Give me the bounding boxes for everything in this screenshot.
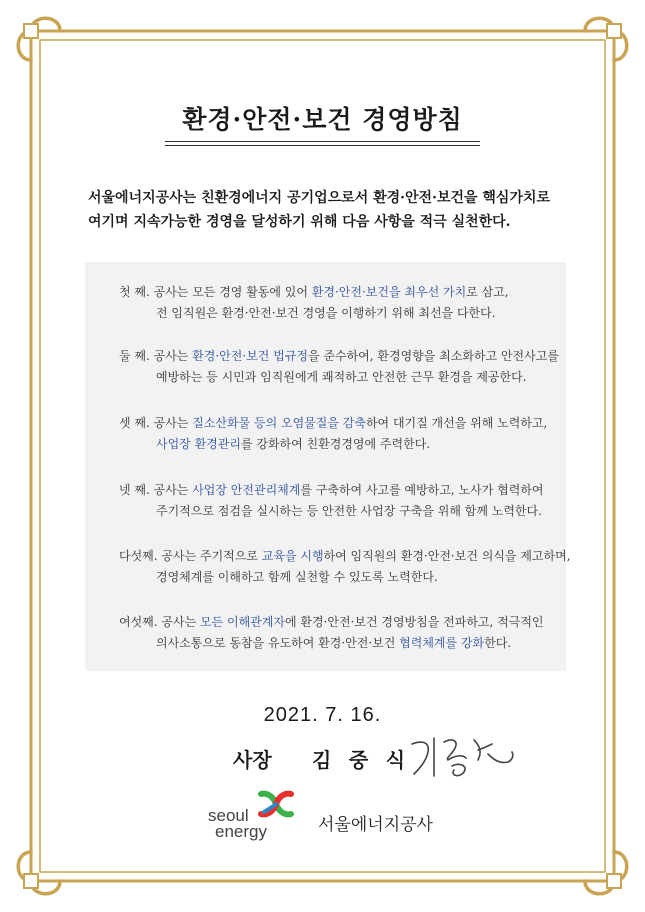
item-text: 첫 째. 공사는 모든 경영 활동에 있어	[119, 285, 312, 299]
item-highlight: 질소산화물 등의 오염물질을 감축	[192, 416, 366, 430]
item-highlight: 사업장 환경관리	[156, 437, 241, 451]
item-text: 넷 째. 공사는	[119, 483, 193, 497]
item-highlight: 교육을 시행	[261, 549, 324, 563]
policy-item-4	[119, 480, 559, 522]
policy-item-5	[119, 546, 571, 588]
policy-item-6	[119, 612, 559, 654]
ceo-name: 김 중 식	[312, 750, 412, 772]
intro-line: 서울에너지공사는 친환경에너지 공기업으로서 환경·안전·보건을 핵심가치로	[88, 190, 551, 206]
policy-item-1	[119, 282, 559, 324]
item-text: 전 임직원은 환경·안전·보건 경영을 이행하기 위해 최선을 다한다.	[156, 306, 496, 320]
item-text: 다섯째. 공사는 주기적으로	[119, 549, 262, 563]
item-text: 로 삼고,	[466, 285, 509, 299]
title-underline	[165, 145, 480, 146]
item-text: 셋 째. 공사는	[119, 416, 193, 430]
item-text: 경영체계를 이해하고 함께 실천할 수 있도록 노력한다.	[156, 570, 438, 584]
item-highlight: 환경·안전·보건 법규정	[192, 349, 308, 363]
item-highlight: 환경·안전·보건을 최우선 가치	[311, 285, 467, 299]
logo-text-seoul: seoul	[208, 806, 249, 825]
item-highlight: 사업장 안전관리체계	[192, 483, 301, 497]
policy-item-2	[119, 346, 559, 388]
intro-line: 여기며 지속가능한 경영을 달성하기 위해 다음 사항을 적극 실천한다.	[88, 214, 511, 230]
item-text: 주기적으로 점검을 실시하는 등 안전한 사업장 구축을 위해 함께 노력한다.	[156, 504, 542, 518]
item-text: 한다.	[484, 636, 512, 650]
item-text: 를 강화하여 친환경경영에 주력한다.	[240, 437, 431, 451]
intro-paragraph	[88, 186, 568, 234]
item-text: 예방하는 등 시민과 임직원에게 쾌적하고 안전한 근무 환경을 제공한다.	[156, 370, 527, 384]
page-title: 환경·안전·보건 경영방침	[182, 105, 463, 134]
item-text: 을 준수하여, 환경영향을 최소화하고 안전사고를	[308, 349, 559, 363]
item-highlight: 모든 이해관계자	[200, 615, 285, 629]
policy-item-3	[119, 413, 559, 455]
logo-text-energy: energy	[215, 822, 267, 841]
handwritten-signature	[408, 730, 518, 782]
ceo-title: 사장	[233, 750, 272, 772]
item-text: 하여 대기질 개선을 위해 노력하고,	[365, 416, 548, 430]
item-highlight: 협력체계를 강화	[399, 636, 485, 650]
item-text: 에 환경·안전·보건 경영방침을 전파하고, 적극적인	[284, 615, 544, 629]
item-text: 의사소통으로 동참을 유도하여 환경·안전·보건	[156, 636, 400, 650]
organization-name: 서울에너지공사	[318, 815, 433, 834]
item-text: 둘 째. 공사는	[119, 349, 193, 363]
title-underline	[165, 141, 480, 142]
item-text: 하여 임직원의 환경·안전·보건 의식을 제고하며,	[323, 549, 571, 563]
item-text: 여섯째. 공사는	[119, 615, 200, 629]
item-text: 를 구축하여 사고를 예방하고, 노사가 협력하여	[300, 483, 544, 497]
seoul-energy-logo-icon	[258, 790, 294, 818]
issue-date: 2021. 7. 16.	[263, 704, 382, 726]
